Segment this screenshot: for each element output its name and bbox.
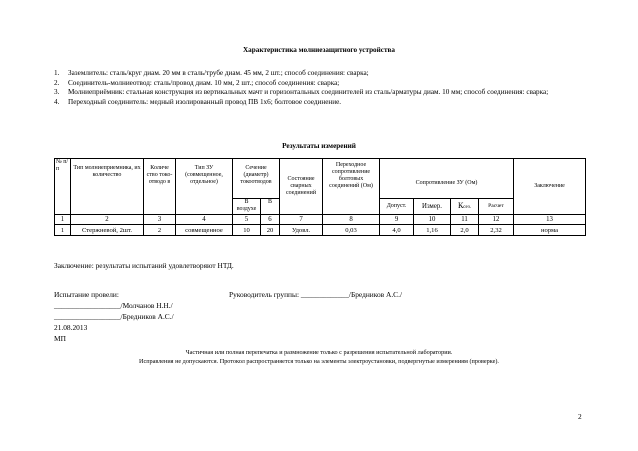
header-allowed: Допуст. xyxy=(380,199,414,215)
header-zu-type: Тип ЗУ (совмещенное, отдельное) xyxy=(176,159,233,215)
cell-transition: 0,03 xyxy=(323,225,380,236)
signature-line-1: __________________/Молчанов Н.Н./ xyxy=(54,301,173,310)
header-ground: В xyxy=(261,199,280,215)
signature-line-2: __________________/Бредников А.С./ xyxy=(54,312,174,321)
header-num: № п/п xyxy=(55,159,71,215)
list-item xyxy=(54,79,585,89)
header-section: Сечение (диаметр) токоотводов xyxy=(233,159,280,199)
header-state: Состояние сварных соединений xyxy=(280,159,323,215)
group-leader-signature: Руководитель группы: _____________/Бредников А.С./ xyxy=(229,290,403,299)
col-number: 3 xyxy=(144,215,176,225)
list-item xyxy=(54,69,585,79)
cell-num: 1 xyxy=(55,225,71,236)
header-count: Количе ство токо- отводо в xyxy=(144,159,176,215)
col-number: 6 xyxy=(261,215,280,225)
col-number: 4 xyxy=(176,215,233,225)
header-resistance: Сопротивление ЗУ (Ом) xyxy=(380,159,514,199)
col-number: 9 xyxy=(380,215,414,225)
table-row xyxy=(55,225,586,236)
col-number: 10 xyxy=(414,215,451,225)
cell-conclusion: норма xyxy=(514,225,586,236)
cell-k: 2,0 xyxy=(451,225,479,236)
header-k xyxy=(451,199,479,215)
list-item xyxy=(54,98,585,108)
date: 21.08.2013 xyxy=(54,323,88,332)
header-measured: Измер. xyxy=(414,199,451,215)
list-item-number: 2. xyxy=(54,78,60,87)
doc-title: Характеристика молниезащитного устройства xyxy=(242,46,395,54)
col-number: 8 xyxy=(323,215,380,225)
cell-ground: 20 xyxy=(261,225,280,236)
col-number: 13 xyxy=(514,215,586,225)
stamp-place: МП xyxy=(54,334,66,343)
list-item-number: 1. xyxy=(54,69,60,77)
conclusion-text: Заключение: результаты испытаний удовлетворяют НТД. xyxy=(54,261,234,270)
col-number: 12 xyxy=(479,215,514,225)
list-item-text: Молниеприёмник: стальная конструкция из вертикальных мачт и горизонтальных соединителей из сталь/арматуры диам. 10 мм; способ соединения: сварка; xyxy=(68,88,549,97)
header-calc: Расчет xyxy=(479,199,514,215)
performed-label: Испытание провели: xyxy=(54,290,119,299)
characteristics-list xyxy=(54,69,585,107)
list-item-text: Заземлитель: сталь/круг диам. 20 мм в сталь/трубе диам. 45 мм, 2 шт.; способ соединения: сварка; xyxy=(68,69,369,77)
results-table xyxy=(54,158,586,236)
cell-type: Стержневой, 2шт. xyxy=(71,225,144,236)
cell-count: 2 xyxy=(144,225,176,236)
header-conclusion: Заключение xyxy=(514,159,586,215)
list-item-number: 3. xyxy=(54,88,60,97)
cell-measured: 1,16 xyxy=(414,225,451,236)
cell-air: 10 xyxy=(233,225,261,236)
cell-allowed: 4,0 xyxy=(380,225,414,236)
header-k-letter: К xyxy=(457,201,464,210)
list-item xyxy=(54,88,585,98)
list-item-text: Соединитель-молниеотвод: сталь/провод диам. 10 мм, 2 шт.; способ соединения: сварка; xyxy=(68,78,340,87)
list-item-text: Переходный соединитель: медный изолированный провод ПВ 1х6; болтовое соединение. xyxy=(68,97,342,106)
header-air: В воздухе xyxy=(233,199,261,215)
header-type: Тип молниеприемника, их количество xyxy=(71,159,144,215)
cell-calc: 2,32 xyxy=(479,225,514,236)
notice-line-1: Частичная или полная перепечатка и размножение только с разрешения испытательной лаборатории. xyxy=(185,349,453,356)
results-title: Результаты измерений xyxy=(282,142,356,150)
cell-zu-type: совмещенное xyxy=(176,225,233,236)
notice-line-2: Исправления не допускаются. Протокол распространяется только на элементы электроустановки, подвергнутые измерениям (проверке). xyxy=(139,358,499,365)
cell-state: Удовл. xyxy=(280,225,323,236)
header-transition: Переходное сопротивление болтовых соединений (Ом) xyxy=(323,159,380,215)
page-number: 2 xyxy=(578,412,582,421)
col-number: 11 xyxy=(451,215,479,225)
header-k-sub: сез. xyxy=(463,205,472,210)
col-number: 5 xyxy=(233,215,261,225)
col-number: 2 xyxy=(71,215,144,225)
col-number: 7 xyxy=(280,215,323,225)
list-item-number: 4. xyxy=(54,97,60,106)
col-number: 1 xyxy=(55,215,71,225)
